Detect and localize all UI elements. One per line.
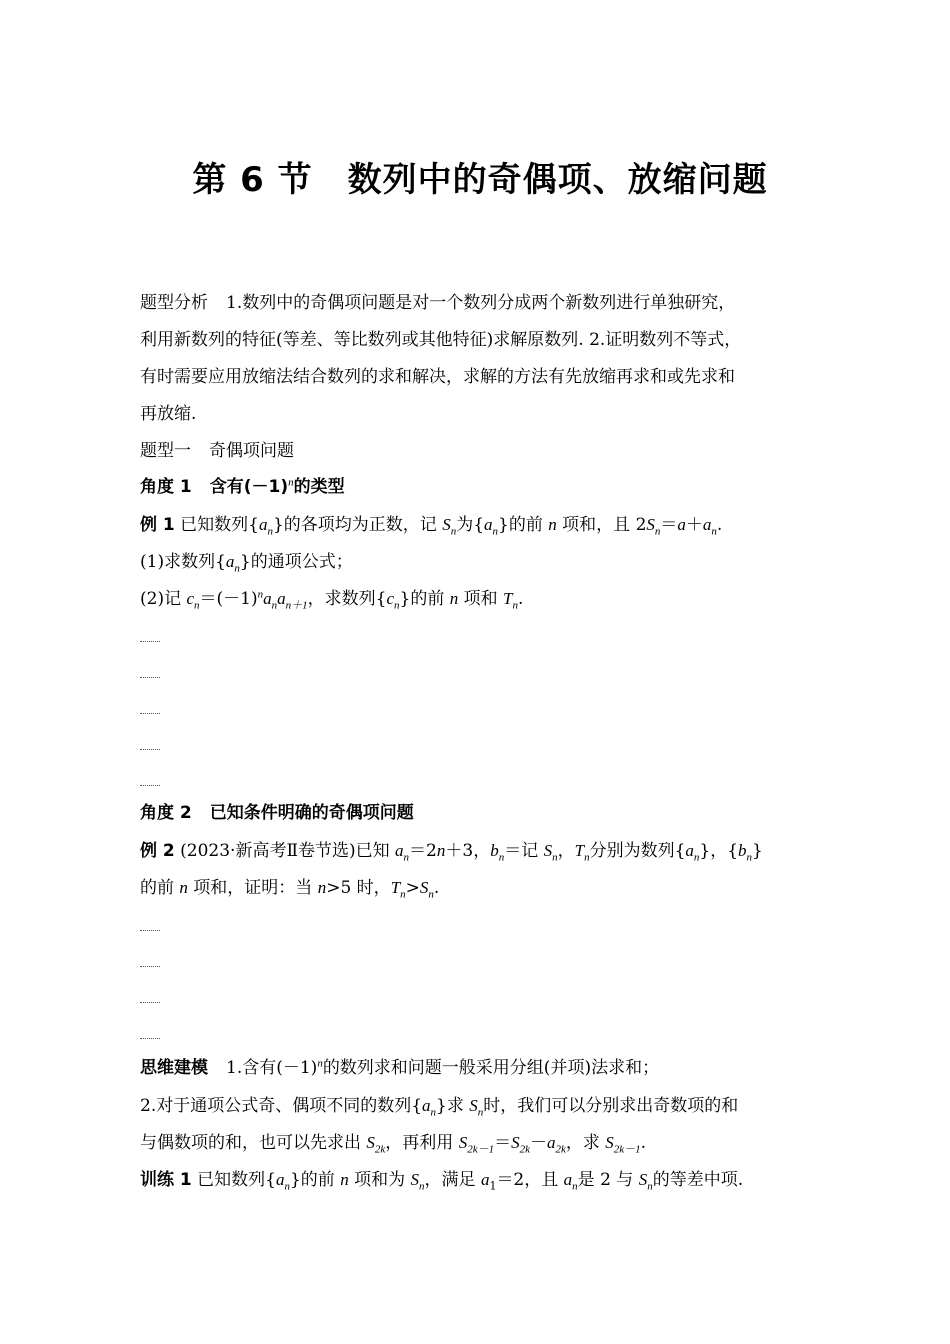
answer-line[interactable] bbox=[140, 1002, 160, 1003]
var-a: a bbox=[258, 515, 268, 534]
angle-2-heading bbox=[140, 795, 820, 832]
var-a: a bbox=[484, 515, 493, 534]
sub-n: n bbox=[450, 525, 457, 538]
var-a: a bbox=[546, 1133, 556, 1152]
text: 时，我们可以分别求出奇数项的和 bbox=[483, 1096, 739, 1116]
text: 项和，且 2 bbox=[556, 515, 647, 535]
analysis-label: 题型分析 bbox=[140, 293, 208, 313]
answer-line[interactable] bbox=[140, 930, 160, 931]
text: . bbox=[518, 589, 524, 609]
text: ＋ bbox=[685, 515, 703, 535]
var-n: n bbox=[317, 878, 327, 897]
text: ＋3， bbox=[445, 841, 491, 861]
type-1-title: 奇偶项问题 bbox=[209, 441, 294, 461]
text: }的通项公式； bbox=[239, 552, 353, 572]
training-1-label: 训练 1 bbox=[140, 1170, 192, 1190]
text: . bbox=[433, 878, 440, 898]
sub-n: n bbox=[284, 1180, 290, 1193]
var-S: S bbox=[419, 878, 429, 897]
text: 为{ bbox=[456, 515, 485, 535]
text: ＝2 bbox=[409, 841, 437, 861]
angle-1-title-end: 的类型 bbox=[293, 477, 345, 497]
var-n: n bbox=[548, 515, 557, 534]
example-2-statement bbox=[140, 832, 820, 870]
var-n: n bbox=[436, 841, 446, 860]
text: 与偶数项的和，也可以先求出 bbox=[140, 1133, 367, 1153]
var-S: S bbox=[511, 1133, 520, 1152]
text: }的各项均为正数，记 bbox=[272, 515, 443, 535]
text: ＝2，且 bbox=[496, 1170, 564, 1190]
var-a: a bbox=[263, 589, 272, 608]
var-S: S bbox=[543, 841, 553, 860]
text: 1.含有(－1) bbox=[226, 1058, 318, 1078]
angle-2-label: 角度 2 bbox=[140, 803, 192, 823]
text: 的前 bbox=[140, 878, 180, 898]
type-1-label: 题型一 bbox=[140, 441, 191, 461]
answer-line[interactable] bbox=[140, 641, 160, 642]
answer-line[interactable] bbox=[140, 785, 160, 786]
answer-line[interactable] bbox=[140, 677, 160, 678]
text: ， bbox=[557, 841, 575, 861]
var-b: b bbox=[738, 841, 747, 860]
sub-n: n bbox=[419, 1180, 425, 1193]
sub-n: n bbox=[746, 851, 753, 864]
sub-n: n bbox=[403, 851, 410, 864]
angle-1-title: 含有(－1) bbox=[209, 477, 289, 497]
text: . bbox=[716, 515, 723, 535]
angle-1-heading bbox=[140, 469, 820, 506]
type-1-heading bbox=[140, 433, 820, 470]
sub-2k-minus-1: 2k－1 bbox=[467, 1143, 495, 1156]
sub-n: n bbox=[428, 888, 434, 901]
text: ，满足 bbox=[424, 1170, 481, 1190]
sub-n-plus-1: n＋1 bbox=[285, 599, 308, 612]
sub-n: n bbox=[552, 851, 558, 864]
sub-n: n bbox=[654, 525, 661, 538]
var-a: a bbox=[277, 589, 286, 608]
text: 的等差中项. bbox=[652, 1170, 744, 1190]
text: 是 2 与 bbox=[577, 1170, 639, 1190]
text: } bbox=[752, 841, 763, 861]
var-S: S bbox=[469, 1096, 478, 1115]
var-c: c bbox=[386, 589, 394, 608]
sub-2k: 2k bbox=[555, 1143, 566, 1156]
var-a: a bbox=[685, 841, 694, 860]
var-S: S bbox=[442, 515, 451, 534]
text: (2)记 bbox=[140, 589, 187, 609]
example-2-label: 例 2 bbox=[140, 841, 175, 861]
sup-n: n bbox=[317, 1057, 323, 1070]
text: ＝ bbox=[494, 1133, 512, 1153]
training-1-statement bbox=[140, 1161, 820, 1199]
answer-line[interactable] bbox=[140, 713, 160, 714]
var-S: S bbox=[458, 1133, 468, 1152]
text: > bbox=[405, 878, 420, 898]
sub-n: n bbox=[647, 1180, 653, 1193]
example-1-question-2 bbox=[140, 580, 820, 618]
text: }的前 bbox=[498, 515, 549, 535]
answer-line[interactable] bbox=[140, 966, 160, 967]
text: ，再利用 bbox=[385, 1133, 459, 1153]
text: － bbox=[529, 1133, 547, 1153]
sub-n: n bbox=[498, 851, 505, 864]
var-S: S bbox=[366, 1133, 375, 1152]
var-T: T bbox=[390, 878, 401, 897]
answer-line[interactable] bbox=[140, 1038, 160, 1039]
sub-n: n bbox=[584, 851, 590, 864]
sub-2k-minus-1: 2k－1 bbox=[613, 1143, 641, 1156]
text: ，求数列{ bbox=[307, 589, 387, 609]
sub-n: n bbox=[400, 888, 406, 901]
text: 项和为 bbox=[348, 1170, 411, 1190]
text: }，{ bbox=[699, 841, 739, 861]
sub-n: n bbox=[572, 1180, 578, 1193]
text: ＝记 bbox=[504, 841, 544, 861]
text: 的数列求和问题一般采用分组(并项)法求和； bbox=[322, 1058, 660, 1078]
sub-n: n bbox=[711, 525, 717, 538]
angle-2-title: 已知条件明确的奇偶项问题 bbox=[209, 803, 414, 823]
analysis-text-3: 有时需要应用放缩法结合数列的求和解决，求解的方法有先放缩再求和或先求和 bbox=[140, 367, 735, 387]
text: ，求 bbox=[565, 1133, 606, 1153]
text: 项和 bbox=[458, 589, 504, 609]
text: }的前 bbox=[399, 589, 450, 609]
text: }的前 bbox=[289, 1170, 341, 1190]
text: }求 bbox=[436, 1096, 470, 1116]
var-S: S bbox=[410, 1170, 420, 1189]
model-line-2 bbox=[140, 1087, 820, 1125]
sub-n: n bbox=[693, 851, 700, 864]
analysis-text-1: 1.数列中的奇偶项问题是对一个数列分成两个新数列进行单独研究， bbox=[226, 293, 736, 313]
var-b: b bbox=[490, 841, 499, 860]
sub-n: n bbox=[194, 599, 200, 612]
analysis-paragraph bbox=[140, 285, 820, 433]
var-S: S bbox=[646, 515, 655, 534]
sub-n: n bbox=[267, 525, 273, 538]
sub-n: n bbox=[234, 562, 240, 575]
model-label: 思维建模 bbox=[140, 1058, 208, 1078]
sub-n: n bbox=[477, 1106, 484, 1119]
text: (2023·新高考Ⅱ卷节选)已知 bbox=[180, 841, 396, 861]
var-a: a bbox=[275, 1170, 285, 1189]
sup-n: n bbox=[257, 588, 264, 601]
var-n: n bbox=[179, 878, 188, 897]
text: (1)求数列{ bbox=[140, 552, 226, 572]
text: . bbox=[640, 1133, 647, 1153]
analysis-text-4: 再放缩. bbox=[140, 404, 197, 424]
text: 分别为数列{ bbox=[589, 841, 686, 861]
text: 已知数列{ bbox=[197, 1170, 276, 1190]
example-1-label: 例 1 bbox=[140, 515, 175, 535]
example-2-statement-line-2 bbox=[140, 869, 820, 907]
var-c: c bbox=[186, 589, 195, 608]
var-n: n bbox=[340, 1170, 349, 1189]
angle-1-label: 角度 1 bbox=[140, 477, 192, 497]
page-title: 第 6 节 数列中的奇偶项、放缩问题 bbox=[192, 160, 768, 200]
var-a: a bbox=[702, 515, 712, 534]
sub-2k: 2k bbox=[374, 1143, 386, 1156]
example-1-question-1 bbox=[140, 543, 820, 581]
sub-2k: 2k bbox=[519, 1143, 530, 1156]
var-a: a bbox=[480, 1170, 490, 1189]
text: ＝ bbox=[660, 515, 678, 535]
answer-line[interactable] bbox=[140, 749, 160, 750]
text: 项和，证明：当 bbox=[187, 878, 318, 898]
var-a: a bbox=[563, 1170, 573, 1189]
sub-1: 1 bbox=[489, 1179, 497, 1193]
text: 2.对于通项公式奇、偶项不同的数列{ bbox=[140, 1096, 423, 1116]
var-a: a bbox=[677, 515, 686, 534]
var-T: T bbox=[503, 589, 513, 608]
sub-n: n bbox=[271, 599, 278, 612]
var-S: S bbox=[605, 1133, 614, 1152]
model-line-3 bbox=[140, 1124, 820, 1162]
var-n: n bbox=[449, 589, 459, 608]
sub-n: n bbox=[512, 599, 519, 612]
var-T: T bbox=[574, 841, 585, 860]
example-1-statement bbox=[140, 506, 820, 544]
var-a: a bbox=[225, 552, 235, 571]
model-line-1 bbox=[140, 1050, 820, 1087]
var-a: a bbox=[422, 1096, 431, 1115]
sub-n: n bbox=[394, 599, 400, 612]
text: 已知数列{ bbox=[180, 515, 259, 535]
text: ＝(－1) bbox=[199, 589, 258, 609]
var-a: a bbox=[395, 841, 404, 860]
sub-n: n bbox=[430, 1106, 437, 1119]
text: >5 时， bbox=[326, 878, 391, 898]
analysis-text-2: 利用新数列的特征(等差、等比数列或其他特征)求解原数列. 2.证明数列不等式， bbox=[140, 330, 742, 350]
var-S: S bbox=[638, 1170, 648, 1189]
angle-1-title-sup: n bbox=[288, 476, 294, 489]
sub-n: n bbox=[492, 525, 499, 538]
